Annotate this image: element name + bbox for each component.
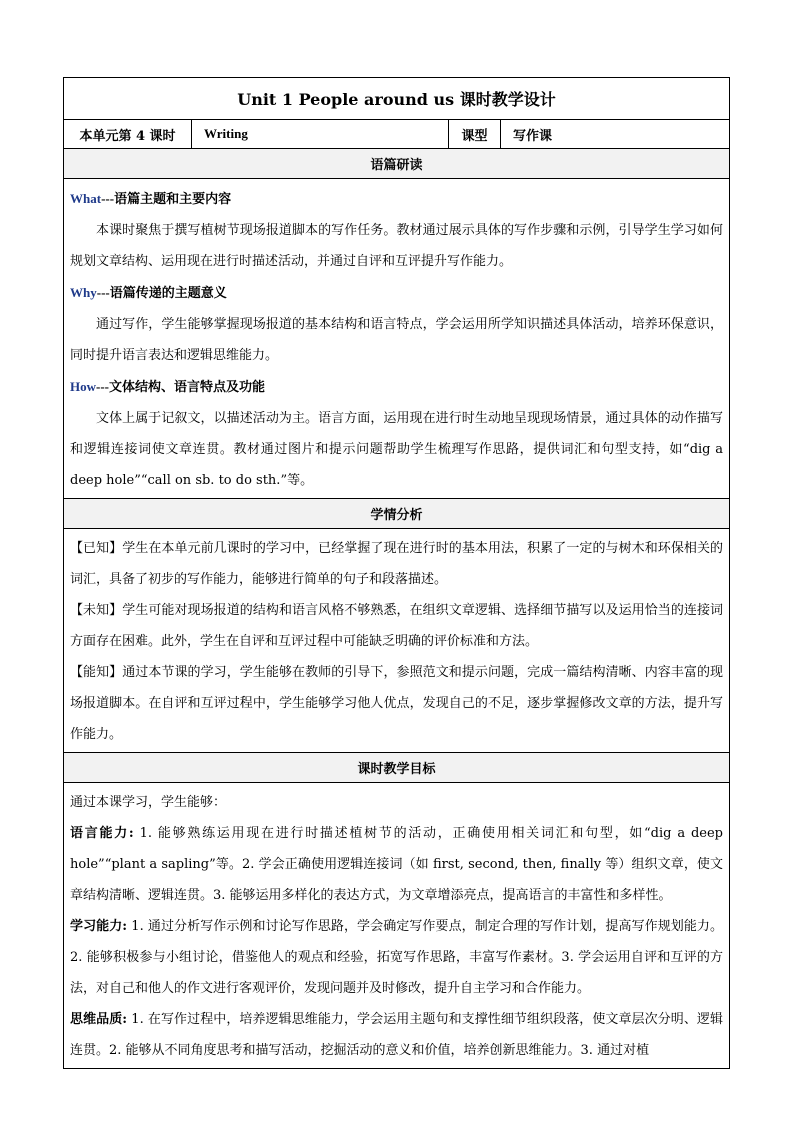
what-label: What (70, 191, 102, 206)
thinking-objective (70, 1004, 723, 1066)
what-text: 本课时聚焦于撰写植树节现场报道脚本的写作任务。教材通过展示具体的写作步骤和示例，引导学生学习如何规划文章结构、运用现在进行时描述活动，并通过自评和互评提升写作能力。 (70, 223, 724, 269)
learning-text: 1. 通过分析写作示例和讨论写作思路，学会确定写作要点，制定合理的写作计划，提高写作规划能力。2. 能够积极参与小组讨论，借鉴他人的观点和经验，拓宽写作思路，丰富写作素材。3. 学会运用自评和互评的方法，对自己和他人的作文进行客观评价，发现问题并及时修改，提升自主学习和合作能力。 (70, 919, 724, 996)
what-title: 语篇主题和主要内容 (114, 192, 232, 207)
thinking-text: 1. 在写作过程中，培养逻辑思维能力，学会运用主题句和支撑性细节组织段落，使文章层次分明、逻辑连贯。2. 能够从不同角度思考和描写活动，挖掘活动的意义和价值，培养创新思维能力。3. 通过对植 (70, 1012, 724, 1058)
how-separator: --- (96, 379, 109, 394)
what-separator: --- (101, 191, 115, 206)
how-text: 文体上属于记叙文，以描述活动为主。语言方面，运用现在进行时生动地呈现现场情景，通过具体的动作描写和逻辑连接词使文章连贯。教材通过图片和提示问题帮助学生梳理写作思路，提供词汇和句型支持，如“dig a deep hole”“call on sb. to do sth.”等。 (70, 411, 724, 488)
learning-objective (70, 911, 723, 1004)
type-value: 写作课 (501, 120, 730, 149)
section-heading-analysis: 学情分析 (64, 499, 730, 529)
meta-row (64, 120, 730, 149)
why-separator: --- (96, 285, 110, 300)
lesson-plan-sheet (63, 77, 729, 1069)
lesson-topic: Writing (192, 120, 449, 149)
how-heading (70, 371, 723, 403)
language-label: 语言能力: (70, 826, 134, 841)
why-text: 通过写作，学生能够掌握现场报道的基本结构和语言特点，学会运用所学知识描述具体活动，培养环保意识，同时提升语言表达和逻辑思维能力。 (70, 317, 724, 363)
reading-content (64, 179, 730, 499)
language-objective (70, 818, 723, 911)
type-label: 课型 (449, 120, 501, 149)
thinking-label: 思维品质: (70, 1012, 128, 1027)
lesson-number: 本单元第 4 课时 (64, 120, 192, 149)
objectives-intro: 通过本课学习，学生能够： (70, 795, 227, 810)
section-heading-objectives: 课时教学目标 (64, 753, 730, 783)
objectives-content (64, 783, 730, 1069)
document-title: Unit 1 People around us 课时教学设计 (64, 78, 730, 120)
how-title: 文体结构、语言特点及功能 (109, 380, 266, 395)
how-label: How (70, 379, 96, 394)
language-text: 1. 能够熟练运用现在进行时描述植树节的活动，正确使用相关词汇和句型，如“dig a deep hole”“plant a sapling”等。2. 学会正确使用逻辑连接词（如 first, second, then, finally 等）组织文章，使文章结构清晰、逻辑连贯。3. 能够运用多样化的表达方式，为文章增添亮点，提高语言的丰富性和多样性。 (70, 826, 724, 903)
why-heading (70, 277, 723, 309)
why-title: 语篇传递的主题意义 (109, 286, 227, 301)
known-paragraph: 【已知】学生在本单元前几课时的学习中，已经掌握了现在进行时的基本用法，积累了一定的与树木和环保相关的词汇，具备了初步的写作能力，能够进行简单的句子和段落描述。 (70, 541, 724, 587)
section-heading-reading: 语篇研读 (64, 149, 730, 179)
learning-label: 学习能力: (70, 919, 128, 934)
able-paragraph: 【能知】通过本节课的学习，学生能够在教师的引导下，参照范文和提示问题，完成一篇结构清晰、内容丰富的现场报道脚本。在自评和互评过程中，学生能够学习他人优点，发现自己的不足，逐步掌握修改文章的方法，提升写作能力。 (70, 665, 724, 742)
lesson-plan-table (63, 77, 730, 1069)
analysis-content (64, 529, 730, 753)
unknown-paragraph: 【未知】学生可能对现场报道的结构和语言风格不够熟悉，在组织文章逻辑、选择细节描写以及运用恰当的连接词方面存在困难。此外，学生在自评和互评过程中可能缺乏明确的评价标准和方法。 (70, 603, 724, 649)
what-heading (70, 183, 723, 215)
why-label: Why (70, 285, 97, 300)
